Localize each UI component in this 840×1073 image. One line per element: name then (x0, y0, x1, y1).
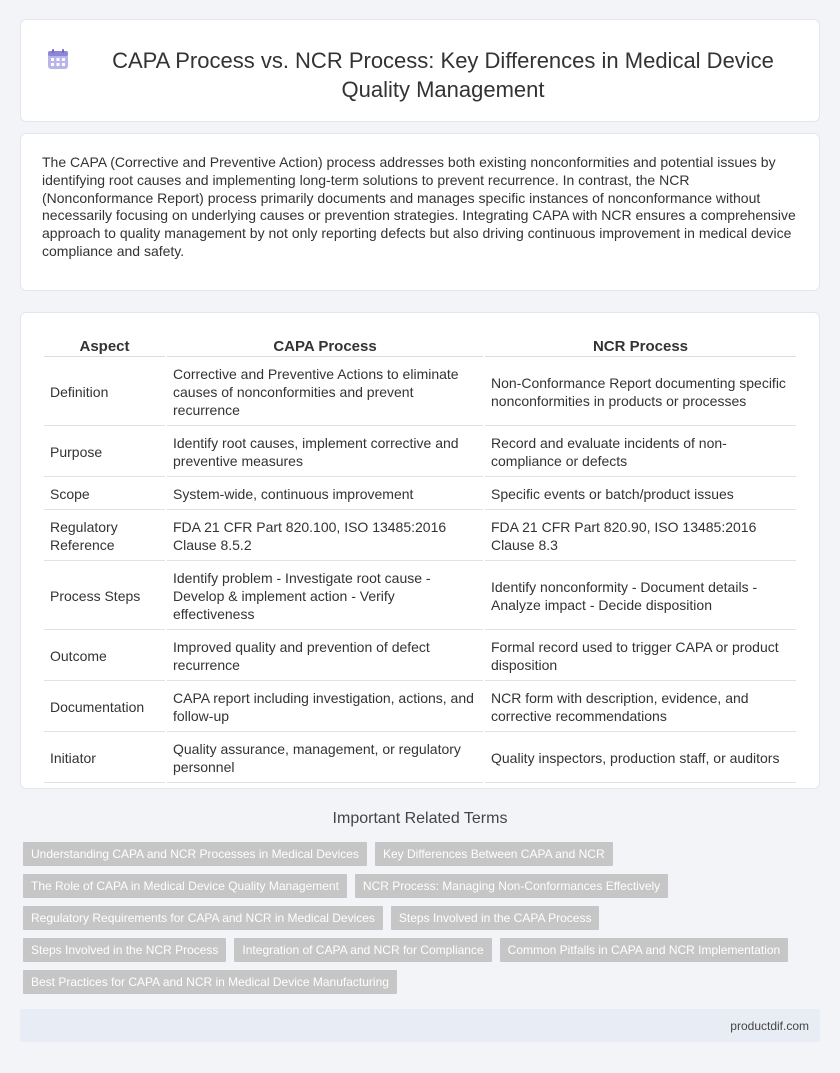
related-terms-title: Important Related Terms (332, 810, 508, 827)
related-term-link[interactable]: Steps Involved in the CAPA Process (391, 906, 600, 930)
cell-ncr: Formal record used to trigger CAPA or product disposition (485, 632, 796, 681)
cell-capa: Identify root causes, implement corrective and preventive measures (167, 428, 483, 477)
related-term-link[interactable]: NCR Process: Managing Non-Conformances Effectively (355, 874, 668, 898)
intro-card (20, 133, 820, 291)
related-term-link[interactable]: Understanding CAPA and NCR Processes in Medical Devices (23, 842, 367, 866)
cell-capa: System-wide, continuous improvement (167, 479, 483, 510)
cell-aspect: Purpose (44, 428, 165, 477)
cell-capa: CAPA report including investigation, actions, and follow-up (167, 683, 483, 732)
header-aspect: Aspect (44, 335, 165, 357)
related-term-link[interactable]: Best Practices for CAPA and NCR in Medical Device Manufacturing (23, 970, 397, 994)
table-row (44, 563, 796, 630)
cell-ncr: Quality inspectors, production staff, or auditors (485, 734, 796, 783)
table-row (44, 734, 796, 783)
cell-aspect: Regulatory Reference (44, 512, 165, 561)
related-term-link[interactable]: The Role of CAPA in Medical Device Quality Management (23, 874, 347, 898)
table-header-row (44, 335, 796, 357)
cell-capa: Improved quality and prevention of defect recurrence (167, 632, 483, 681)
cell-aspect: Definition (44, 359, 165, 426)
table-row (44, 428, 796, 477)
related-term-link[interactable]: Common Pitfalls in CAPA and NCR Implementation (500, 938, 789, 962)
cell-capa: FDA 21 CFR Part 820.100, ISO 13485:2016 Clause 8.5.2 (167, 512, 483, 561)
table-row (44, 359, 796, 426)
table-row (44, 632, 796, 681)
footer (20, 1009, 820, 1042)
table-row (44, 683, 796, 732)
cell-aspect: Documentation (44, 683, 165, 732)
page-title: CAPA Process vs. NCR Process: Key Differences in Medical Device Quality Management (112, 48, 774, 102)
cell-aspect: Process Steps (44, 563, 165, 630)
intro-paragraph: The CAPA (Corrective and Preventive Action) process addresses both existing nonconformities and potential issues by identifying root causes and implementing long-term solutions to prevent recurrence. In contrast, the NCR (Nonconformance Report) process primarily documents and manages specific instances of nonconformance without necessarily focusing on underlying causes or prevention strategies. Integrating CAPA with NCR ensures a comprehensive approach to quality management by not only reporting defects but also driving continuous improvement in medical device compliance and safety. (42, 154, 796, 259)
table-row (44, 512, 796, 561)
comparison-card (20, 312, 820, 789)
cell-ncr: NCR form with description, evidence, and corrective recommendations (485, 683, 796, 732)
related-term-link[interactable]: Key Differences Between CAPA and NCR (375, 842, 613, 866)
cell-ncr: Identify nonconformity - Document details - Analyze impact - Decide disposition (485, 563, 796, 630)
related-term-link[interactable]: Steps Involved in the NCR Process (23, 938, 226, 962)
related-term-link[interactable]: Integration of CAPA and NCR for Compliance (234, 938, 491, 962)
cell-ncr: FDA 21 CFR Part 820.90, ISO 13485:2016 Clause 8.3 (485, 512, 796, 561)
footer-site-name[interactable]: productdif.com (730, 1019, 809, 1033)
header-card (20, 19, 820, 122)
cell-ncr: Specific events or batch/product issues (485, 479, 796, 510)
comparison-table (42, 333, 798, 785)
cell-ncr: Record and evaluate incidents of non-compliance or defects (485, 428, 796, 477)
cell-capa: Identify problem - Investigate root cause - Develop & implement action - Verify effectiveness (167, 563, 483, 630)
cell-aspect: Scope (44, 479, 165, 510)
cell-ncr: Non-Conformance Report documenting specific nonconformities in products or processes (485, 359, 796, 426)
header-capa: CAPA Process (167, 335, 483, 357)
related-terms-tags (23, 842, 803, 994)
related-term-link[interactable]: Regulatory Requirements for CAPA and NCR in Medical Devices (23, 906, 383, 930)
cell-capa: Quality assurance, management, or regulatory personnel (167, 734, 483, 783)
calendar-grid-icon (47, 48, 69, 70)
table-row (44, 479, 796, 510)
cell-aspect: Initiator (44, 734, 165, 783)
cell-aspect: Outcome (44, 632, 165, 681)
cell-capa: Corrective and Preventive Actions to eliminate causes of nonconformities and prevent recurrence (167, 359, 483, 426)
header-ncr: NCR Process (485, 335, 796, 357)
